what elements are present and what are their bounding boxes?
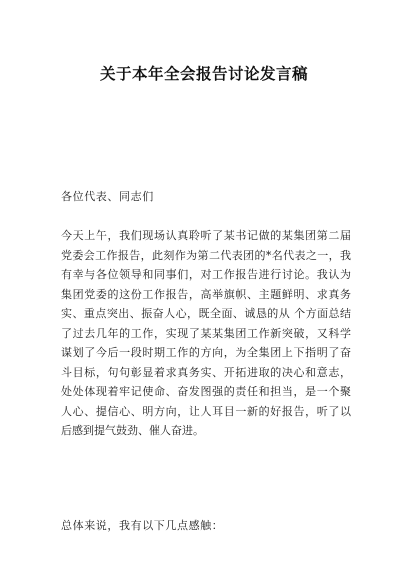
paragraph-line: 处处体现着牢记使命、奋发图强的责任和担当，是一个聚 (61, 385, 351, 398)
paragraph-line: 谋划了今后一段时期工作的方向，为全集团上下指明了奋 (61, 346, 351, 359)
body-paragraph (61, 226, 351, 441)
paragraph-line: 斗目标，句句彰显着求真务实、开拓进取的决心和意志， (61, 365, 351, 379)
paragraph-line: 集团党委的这份工作报告，高举旗帜、主题鲜明、求真务 (61, 287, 351, 301)
paragraph-line: 后感到提气鼓劲、催人奋进。 (61, 424, 204, 437)
salutation: 各位代表、同志们 (61, 190, 154, 203)
paragraph-line: 人心、提信心、明方向，让人耳目一新的好报告，听了以 (61, 404, 351, 418)
document-title: 关于本年全会报告讨论发言稿 (99, 65, 308, 83)
paragraph-line: 有幸与各位领导和同事们，对工作报告进行讨论。我认为 (61, 268, 351, 281)
paragraph-line: 今天上午，我们现场认真聆听了某书记做的某集团第二届 (61, 229, 351, 242)
summary-line: 总体来说，我有以下几点感触： (61, 519, 224, 532)
paragraph-line: 实、重点突出、振奋人心，既全面、诚恳的从 个方面总结 (61, 307, 351, 320)
paragraph-line: 党委会工作报告，此刻作为第二代表团的*名代表之一，我 (61, 248, 351, 262)
paragraph-line: 了过去几年的工作，实现了某某集团工作新突破，又科学 (61, 326, 351, 340)
